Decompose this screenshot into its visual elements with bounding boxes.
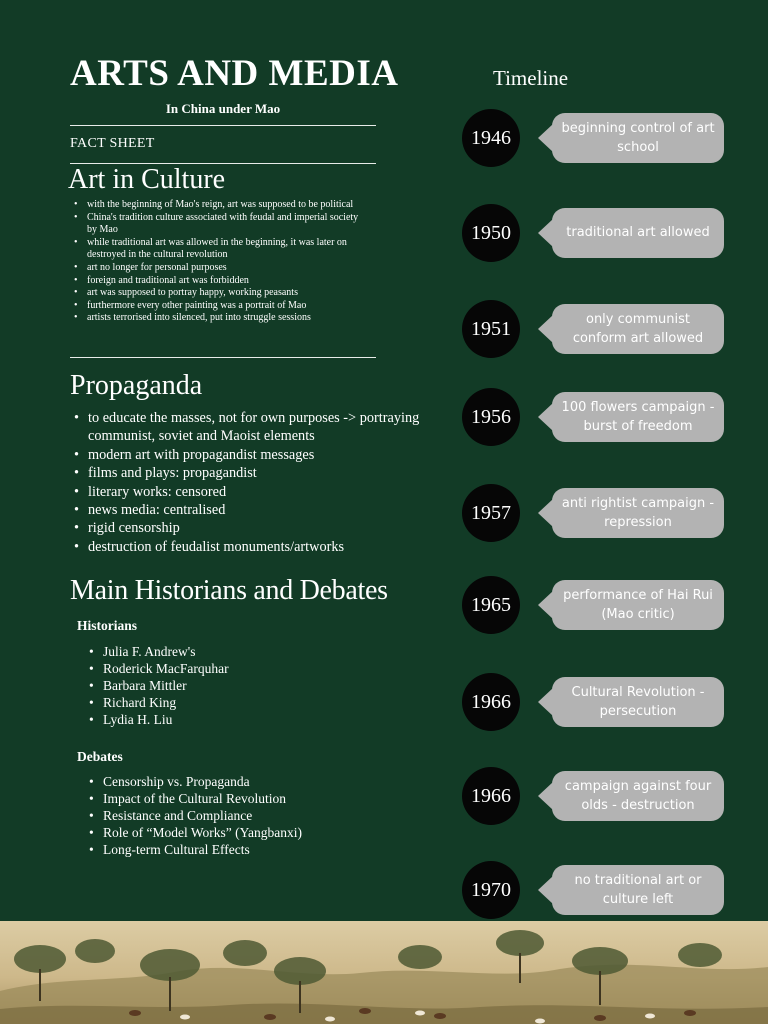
- list-item: • art was supposed to portray happy, working peasants: [87, 287, 367, 300]
- propaganda-heading: Propaganda: [70, 370, 203, 401]
- event-bubble: performance of Hai Rui (Mao critic): [552, 580, 724, 630]
- list-item: • modern art with propagandist messages: [88, 446, 438, 464]
- list-item: • Role of “Model Works” (Yangbanxi): [103, 824, 302, 841]
- event-bubble: traditional art allowed: [552, 208, 724, 258]
- event-bubble: only communist conform art allowed: [552, 304, 724, 354]
- list-item: • news media: centralised: [88, 501, 438, 519]
- year-circle: 1965: [462, 576, 520, 634]
- year-circle: 1957: [462, 484, 520, 542]
- list-item: • Long-term Cultural Effects: [103, 841, 302, 858]
- landscape-painting: [0, 921, 768, 1024]
- art-in-culture-list: [87, 199, 367, 325]
- historians-debates-heading: Main Historians and Debates: [70, 575, 388, 606]
- page-subtitle: In China under Mao: [165, 101, 281, 116]
- list-item: • Julia F. Andrew's: [103, 643, 229, 660]
- list-item: • Resistance and Compliance: [103, 807, 302, 824]
- debates-label: Debates: [77, 749, 123, 764]
- event-bubble: no traditional art or culture left: [552, 865, 724, 915]
- event-bubble: beginning control of art school: [552, 113, 724, 163]
- timeline-event: [460, 388, 724, 446]
- timeline-event: [460, 300, 724, 358]
- event-bubble: campaign against four olds - destruction: [552, 771, 724, 821]
- list-item: • with the beginning of Mao's reign, art was supposed to be political: [87, 199, 367, 212]
- list-item: • films and plays: propagandist: [88, 464, 438, 482]
- list-item: • China's tradition culture associated with feudal and imperial society by Mao: [87, 212, 367, 237]
- event-bubble: anti rightist campaign - repression: [552, 488, 724, 538]
- list-item: • artists terrorised into silenced, put into struggle sessions: [87, 312, 367, 325]
- timeline-event: [460, 576, 724, 634]
- list-item: • to educate the masses, not for own purposes -> portraying communist, soviet and Maoist elements: [88, 409, 438, 446]
- year-circle: 1956: [462, 388, 520, 446]
- timeline-event: [460, 484, 724, 542]
- divider: [70, 125, 376, 126]
- list-item: • destruction of feudalist monuments/artworks: [88, 538, 438, 556]
- year-circle: 1951: [462, 300, 520, 358]
- event-bubble: 100 flowers campaign - burst of freedom: [552, 392, 724, 442]
- historians-list: [103, 643, 229, 728]
- list-item: • Roderick MacFarquhar: [103, 660, 229, 677]
- timeline-event: [460, 204, 724, 262]
- list-item: • rigid censorship: [88, 519, 438, 537]
- list-item: • Lydia H. Liu: [103, 711, 229, 728]
- propaganda-list: [88, 409, 438, 556]
- timeline-event: [460, 767, 724, 825]
- page-title: ARTS AND MEDIA: [70, 53, 399, 94]
- art-in-culture-heading: Art in Culture: [68, 164, 226, 195]
- list-item: • while traditional art was allowed in the beginning, it was later on destroyed in the cultural revolution: [87, 237, 367, 262]
- list-item: • foreign and traditional art was forbidden: [87, 275, 367, 288]
- list-item: • furthermore every other painting was a portrait of Mao: [87, 300, 367, 313]
- year-circle: 1966: [462, 767, 520, 825]
- timeline-event: [460, 673, 724, 731]
- list-item: • Impact of the Cultural Revolution: [103, 790, 302, 807]
- timeline-event: [460, 861, 724, 919]
- year-circle: 1950: [462, 204, 520, 262]
- year-circle: 1946: [462, 109, 520, 167]
- list-item: • art no longer for personal purposes: [87, 262, 367, 275]
- list-item: • Richard King: [103, 694, 229, 711]
- historians-label: Historians: [77, 618, 138, 633]
- fact-sheet-label: FACT SHEET: [70, 136, 155, 151]
- debates-list: [103, 773, 302, 858]
- event-bubble: Cultural Revolution - persecution: [552, 677, 724, 727]
- list-item: • Censorship vs. Propaganda: [103, 773, 302, 790]
- year-circle: 1970: [462, 861, 520, 919]
- year-circle: 1966: [462, 673, 520, 731]
- list-item: • literary works: censored: [88, 483, 438, 501]
- timeline-event: [460, 109, 724, 167]
- list-item: • Barbara Mittler: [103, 677, 229, 694]
- divider: [70, 357, 376, 358]
- timeline-heading: Timeline: [493, 66, 569, 90]
